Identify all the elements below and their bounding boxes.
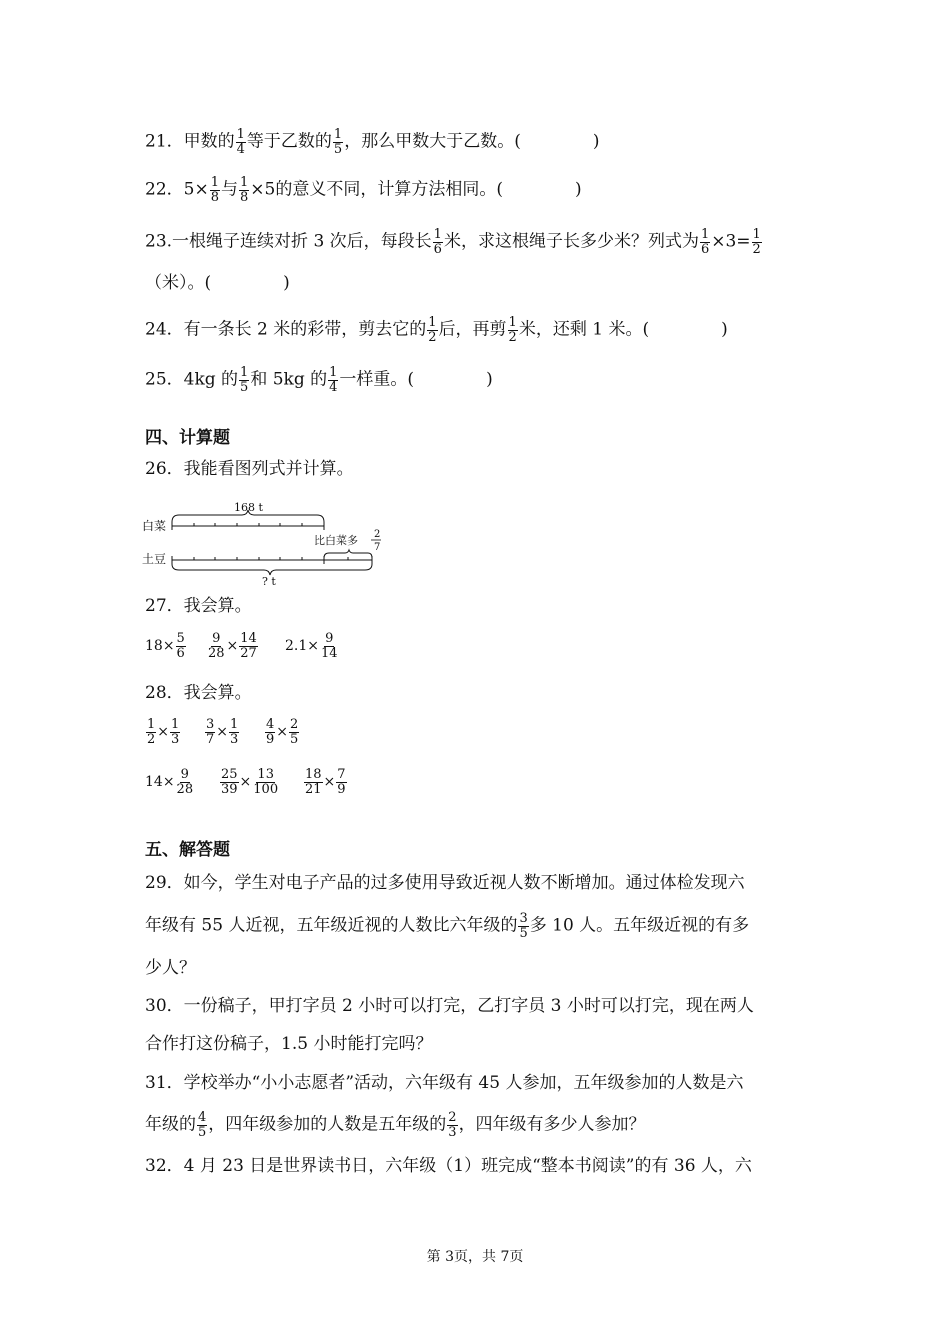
fraction: $\frac{4}{5}$ (198, 1110, 207, 1140)
question-29-line-1: 29．如今，学生对电子产品的过多使用导致近视人数不断增加。通过体检发现六 (145, 873, 745, 893)
fraction: $\frac{1}{2}$ (752, 227, 761, 257)
question-25: 25．4kg 的 $\frac{1}{5}$ 和 5kg 的 $\frac{1}{4}$ 一样重。( ) (145, 365, 493, 395)
question-29-line-2: 年级有 55 人近视，五年级近视的人数比六年级的 $\frac{3}{5}$ 多 10 人。五年级近视的有多 (145, 911, 750, 941)
calc-27-b: $\frac{9}{28}$ × $\frac{14}{27}$ (208, 631, 257, 661)
question-27: 27．我会算。 (145, 596, 252, 616)
question-32-line-1: 32．4 月 23 日是世界读书日，六年级（1）班完成“整本书阅读”的有 36 人，六 (145, 1156, 752, 1176)
compare-brace (324, 550, 372, 558)
fraction: $\frac{1}{6}$ (433, 227, 442, 257)
calc-28-e: $\frac{25}{39}$ × $\frac{13}{100}$ (221, 767, 279, 797)
compare-num: 2 (374, 529, 381, 540)
label-potato: 土豆 (142, 552, 167, 566)
fraction: $\frac{1}{6}$ (700, 227, 710, 257)
question-28: 28．我会算。 (145, 683, 252, 703)
bar-diagram (142, 500, 392, 586)
question-31-line-1: 31．学校举办“小小志愿者”活动，六年级有 45 人参加，五年级参加的人数是六 (145, 1073, 744, 1093)
section-heading-word-problems: 五、解答题 (145, 840, 230, 860)
question-23-cont: （米）。( ) (145, 273, 290, 293)
calc-28-f: $\frac{18}{21}$ × $\frac{7}{9}$ (305, 767, 346, 797)
section-heading-calculation: 四、计算题 (145, 428, 230, 448)
calc-27-a: 18× $\frac{5}{6}$ (145, 631, 185, 661)
question-31-line-2: 年级的 $\frac{4}{5}$ ，四年级参加的人数是五年级的 $\frac{2}{3}$ ，四年级有多少人参加？ (145, 1110, 646, 1140)
calc-27-c: 2.1× $\frac{9}{14}$ (285, 631, 338, 661)
fraction: $\frac{1}{4}$ (236, 127, 245, 157)
question-21: 21．甲数的 $\frac{1}{4}$ 等于乙数的 $\frac{1}{5}$ ，那么甲数大于乙数。( ) (145, 127, 600, 157)
question-30-line-2: 合作打这份稿子，1.5 小时能打完吗？ (145, 1034, 433, 1054)
fraction: $\frac{1}{5}$ (240, 365, 249, 395)
fraction: $\frac{1}{8}$ (239, 175, 249, 205)
compare-den: 7 (374, 542, 381, 553)
question-23: 23.一根绳子连续对折 3 次后，每段长 $\frac{1}{6}$ 米，求这根绳子长多少米？列式为 $\frac{1}{6}$ ×3= $\frac{1}{2}$ (145, 227, 761, 257)
label-cabbage: 白菜 (142, 519, 167, 533)
unknown-label: ? t (262, 575, 276, 586)
calc-28-c: $\frac{4}{9}$ × $\frac{2}{5}$ (266, 717, 299, 747)
calc-28-b: $\frac{3}{7}$ × $\frac{1}{3}$ (206, 717, 239, 747)
page-footer: 第 3页，共 7页 (426, 1249, 524, 1265)
question-26: 26．我能看图列式并计算。 (145, 459, 354, 479)
calc-28-d: 14× $\frac{9}{28}$ (145, 767, 194, 797)
fraction: $\frac{3}{5}$ (519, 911, 528, 941)
question-24: 24．有一条长 2 米的彩带，剪去它的 $\frac{1}{2}$ 后，再剪 $\frac{1}{2}$ 米，还剩 1 米。( ) (145, 315, 728, 345)
question-29-line-3: 少人？ (145, 958, 196, 978)
fraction: $\frac{2}{3}$ (448, 1110, 457, 1140)
fraction: $\frac{1}{8}$ (210, 175, 219, 205)
question-30-line-1: 30．一份稿子，甲打字员 2 小时可以打完，乙打字员 3 小时可以打完，现在两人 (145, 996, 754, 1016)
calc-28-a: $\frac{1}{2}$ × $\frac{1}{3}$ (147, 717, 180, 747)
top-value-label: 168 t (234, 501, 263, 514)
fraction: $\frac{1}{2}$ (508, 315, 517, 345)
compare-label: 比白菜多 (314, 534, 358, 547)
fraction: $\frac{1}{2}$ (428, 315, 437, 345)
fraction: $\frac{1}{4}$ (329, 365, 338, 395)
question-22: 22．5× $\frac{1}{8}$ 与 $\frac{1}{8}$ ×5的意义不同，计算方法相同。( ) (145, 175, 582, 205)
fraction: $\frac{1}{5}$ (333, 127, 343, 157)
bottom-brace (172, 564, 372, 575)
